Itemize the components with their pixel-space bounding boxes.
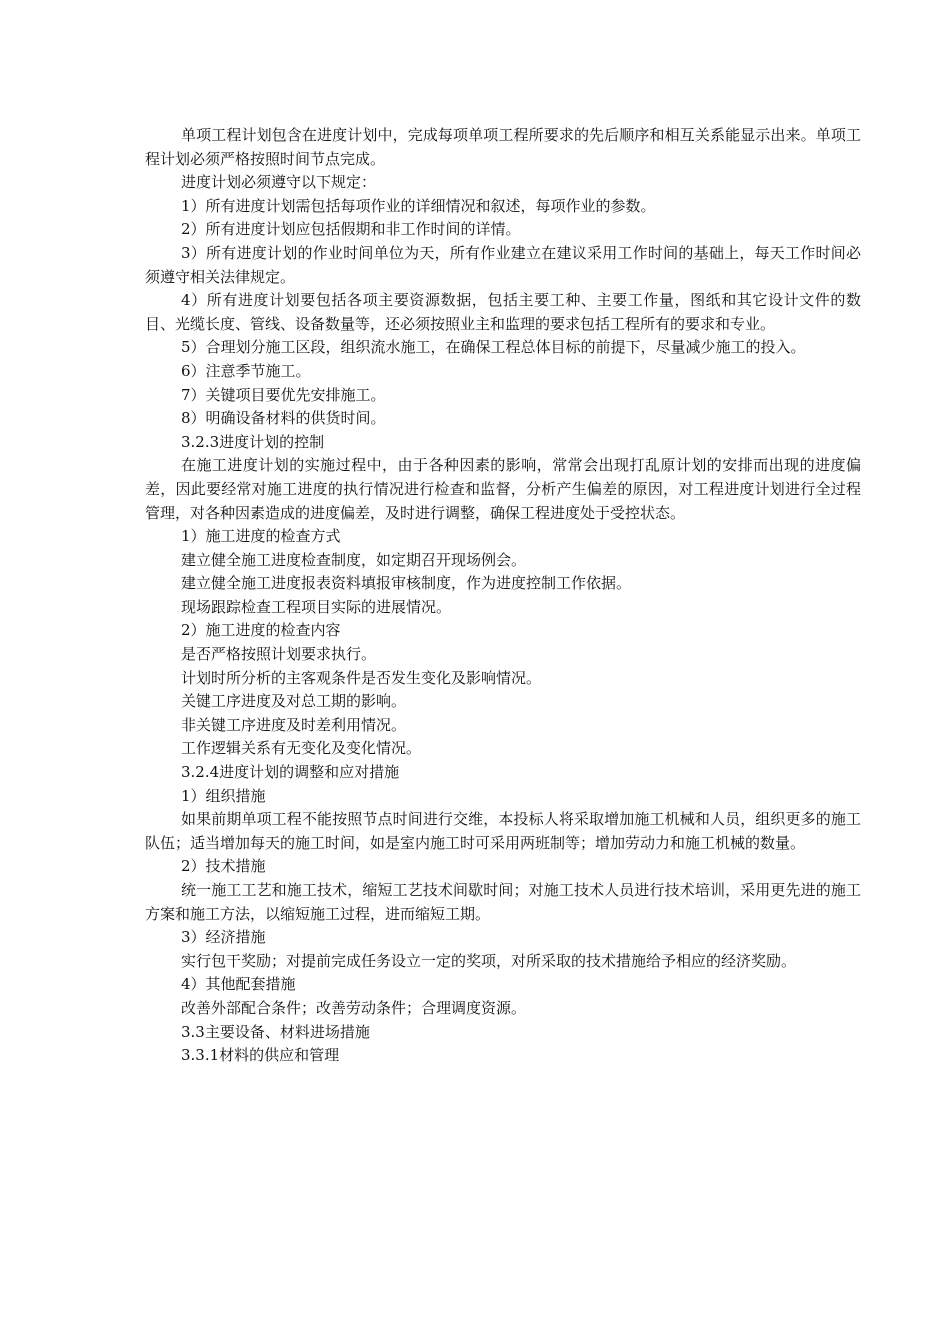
- paragraph-21: 非关键工序进度及时差利用情况。: [181, 715, 407, 734]
- paragraph-7: 5）合理划分施工区段，组织流水施工，在确保工程总体目标的前提下，尽量减少施工的投入。: [181, 338, 806, 357]
- paragraph-31: 改善外部配合条件；改善劳动条件；合理调度资源。: [181, 998, 527, 1017]
- paragraph-16: 现场跟踪检查工程项目实际的进展情况。: [181, 597, 452, 616]
- paragraph-27: 统一施工工艺和施工技术，缩短工艺技术间歇时间；对施工技术人员进行技术培训，采用更先进的施工方案和施工方法，以缩短施工过程，进而缩短工期。: [145, 881, 861, 923]
- paragraph-8: 6）注意季节施工。: [181, 361, 311, 380]
- section-heading-3-2-3: 3.2.3进度计划的控制: [181, 432, 325, 451]
- section-heading-3-3-1: 3.3.1材料的供应和管理: [181, 1046, 340, 1065]
- paragraph-14: 建立健全施工进度检查制度，如定期召开现场例会。: [181, 550, 527, 569]
- paragraph-18: 是否严格按照计划要求执行。: [181, 645, 377, 664]
- paragraph-9: 7）关键项目要优先安排施工。: [181, 385, 386, 404]
- paragraph-4: 2）所有进度计划应包括假期和非工作时间的详情。: [181, 220, 521, 239]
- document-page: [145, 124, 861, 1068]
- paragraph-1: 单项工程计划包含在进度计划中，完成每项单项工程所要求的先后顺序和相互关系能显示出来。单项工程计划必须严格按照时间节点完成。: [145, 126, 861, 168]
- paragraph-12: 在施工进度计划的实施过程中，由于各种因素的影响，常常会出现打乱原计划的安排而出现的进度偏差，因此要经常对施工进度的执行情况进行检查和监督，分析产生偏差的原因，对工程进度计划进行全过程管理，对各种因素造成的进度偏差，及时进行调整，确保工程进度处于受控状态。: [145, 456, 861, 522]
- paragraph-13: 1）施工进度的检查方式: [181, 527, 341, 546]
- paragraph-2: 进度计划必须遵守以下规定：: [181, 173, 377, 192]
- paragraph-25: 如果前期单项工程不能按照节点时间进行交维，本投标人将采取增加施工机械和人员，组织更多的施工队伍；适当增加每天的施工时间，如是室内施工时可采用两班制等；增加劳动力和施工机械的数量。: [145, 810, 861, 852]
- paragraph-29: 实行包干奖励；对提前完成任务设立一定的奖项，对所采取的技术措施给予相应的经济奖励。: [181, 951, 797, 970]
- section-heading-3-3: 3.3主要设备、材料进场措施: [181, 1022, 370, 1041]
- paragraph-20: 关键工序进度及对总工期的影响。: [181, 692, 407, 711]
- paragraph-28: 3）经济措施: [181, 928, 266, 947]
- paragraph-30: 4）其他配套措施: [181, 975, 296, 994]
- paragraph-17: 2）施工进度的检查内容: [181, 621, 341, 640]
- paragraph-10: 8）明确设备材料的供货时间。: [181, 409, 386, 428]
- paragraph-6: 4）所有进度计划要包括各项主要资源数据，包括主要工种、主要工作量，图纸和其它设计文件的数目、光缆长度、管线、设备数量等，还必须按照业主和监理的要求包括工程所有的要求和专业。: [145, 291, 861, 333]
- section-heading-3-2-4: 3.2.4进度计划的调整和应对措施: [181, 763, 400, 782]
- paragraph-5: 3）所有进度计划的作业时间单位为天，所有作业建立在建议采用工作时间的基础上，每天工作时间必须遵守相关法律规定。: [145, 243, 861, 286]
- paragraph-26: 2）技术措施: [181, 857, 266, 876]
- paragraph-22: 工作逻辑关系有无变化及变化情况。: [181, 739, 422, 758]
- paragraph-24: 1）组织措施: [181, 786, 266, 805]
- paragraph-3: 1）所有进度计划需包括每项作业的详细情况和叙述，每项作业的参数。: [181, 196, 656, 215]
- paragraph-19: 计划时所分析的主客观条件是否发生变化及影响情况。: [181, 668, 542, 687]
- paragraph-15: 建立健全施工进度报表资料填报审核制度，作为进度控制工作依据。: [181, 574, 632, 593]
